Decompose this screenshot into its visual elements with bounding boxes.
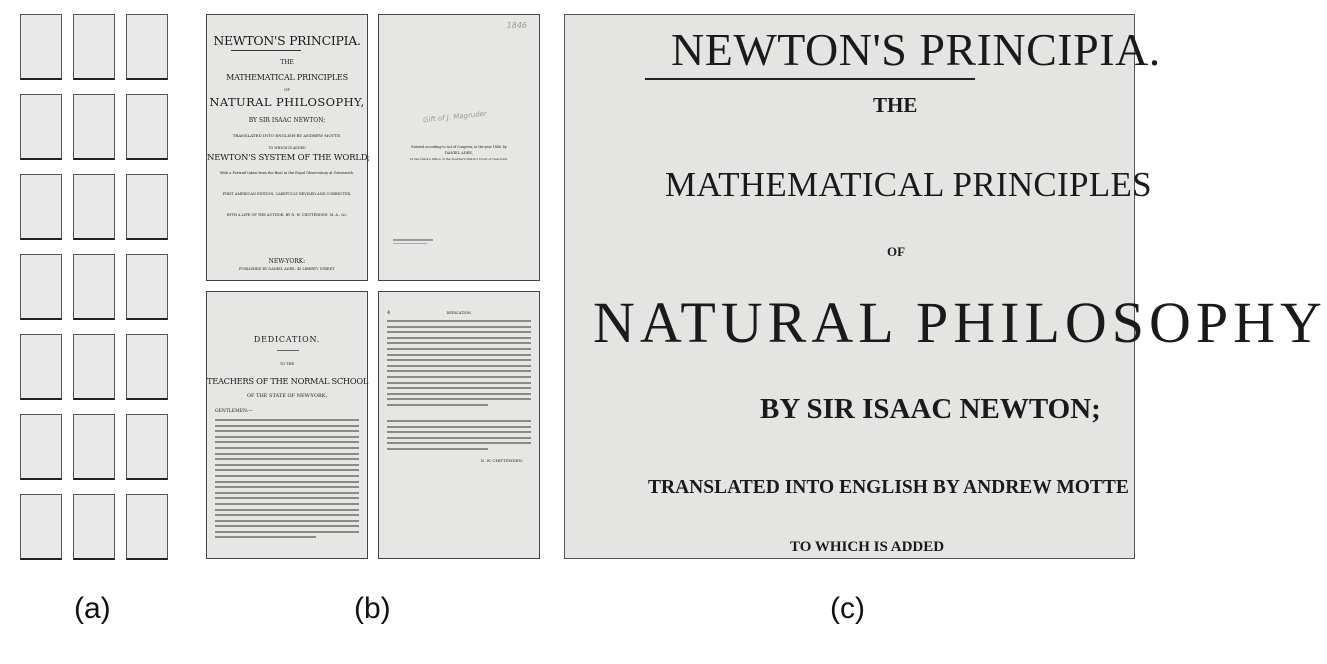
zoom-of: OF — [887, 244, 906, 259]
title-page-line2: NATURAL PHILOSOPHY, — [209, 95, 365, 109]
dedication-body-text — [215, 419, 359, 542]
text-line — [215, 503, 359, 505]
text-line — [215, 481, 359, 483]
page-thumbnail — [126, 14, 168, 80]
copyright-office: In the Clerk's Office of the Southern District Court of New-York. — [410, 157, 508, 161]
zoom-by: BY SIR ISAAC NEWTON; — [760, 393, 1101, 425]
text-line — [215, 419, 359, 421]
title-page-by: BY SIR ISAAC NEWTON; — [248, 117, 326, 124]
dedication-teachers: TEACHERS OF THE NORMAL SCHOOL — [207, 376, 369, 386]
title-page-of: OF — [283, 87, 291, 92]
page-thumbnail — [20, 254, 62, 320]
title-page-edition: FIRST AMERICAN EDITION, CAREFULLY REVISED AND CORRECTED, — [222, 192, 352, 196]
text-line — [387, 326, 531, 328]
zoom-the: THE — [873, 93, 918, 117]
zoom-added: TO WHICH IS ADDED — [790, 539, 945, 555]
zoom-line1: MATHEMATICAL PRINCIPLES — [665, 165, 1152, 204]
page-thumbnail — [126, 174, 168, 240]
page-thumbnail — [20, 494, 62, 560]
text-line — [387, 359, 531, 361]
page-thumbnail — [73, 254, 115, 320]
dedication-signature: N. W. CHITTENDEN. — [480, 458, 523, 463]
running-head: DEDICATION. — [446, 311, 472, 315]
text-line — [387, 426, 531, 428]
title-page-the: THE — [280, 59, 294, 66]
page-number: 4 — [387, 310, 391, 316]
text-line — [387, 431, 531, 433]
text-line — [215, 453, 359, 455]
title-underline — [231, 50, 301, 51]
text-line — [215, 531, 359, 533]
page-thumbnail — [73, 14, 115, 80]
text-line — [387, 331, 531, 333]
copyright-name: DANIEL ADEE, — [444, 151, 474, 155]
printer-mark — [393, 239, 433, 241]
zoom-title-underline — [645, 78, 975, 80]
title-page-translated: TRANSLATED INTO ENGLISH BY ANDREW MOTTE. — [232, 133, 342, 138]
text-line — [215, 425, 359, 427]
dedication-heading: DEDICATION. — [253, 335, 321, 344]
text-line — [387, 393, 531, 395]
text-line — [215, 525, 359, 527]
dedication-rule — [277, 350, 299, 351]
zoom-title: NEWTON'S PRINCIPIA. — [671, 24, 1161, 75]
continued-body-text — [387, 320, 531, 410]
text-line — [387, 354, 531, 356]
text-line — [387, 337, 531, 339]
page-thumbnail — [126, 254, 168, 320]
page-thumbnail — [73, 334, 115, 400]
dedication-page — [206, 291, 368, 559]
page-thumbnail — [126, 94, 168, 160]
text-line — [215, 514, 359, 516]
zoom-translated: TRANSLATED INTO ENGLISH BY ANDREW MOTTE — [648, 477, 1129, 498]
title-page-line1: MATHEMATICAL PRINCIPLES — [226, 73, 348, 82]
panel-label-b: (b) — [354, 592, 391, 625]
text-line — [215, 520, 359, 522]
title-page-title: NEWTON'S PRINCIPIA. — [213, 33, 361, 48]
text-line — [387, 348, 531, 350]
continued-page — [378, 291, 540, 559]
text-line — [215, 492, 359, 494]
page-thumbnail — [126, 334, 168, 400]
dedication-state: OF THE STATE OF NEW-YORK. — [246, 393, 328, 399]
zoomed-title-crop — [564, 14, 1327, 559]
text-line — [215, 441, 359, 443]
page-thumbnail — [20, 94, 62, 160]
text-line — [215, 458, 359, 460]
page-thumbnail — [73, 414, 115, 480]
page-thumbnail — [20, 334, 62, 400]
page-thumbnail — [20, 14, 62, 80]
copyright-entered: Entered according to Act of Congress, in the year 1846, by — [411, 145, 507, 149]
page-thumbnail — [73, 494, 115, 560]
handwritten-note: 1846 — [506, 21, 527, 30]
panel-label-a: (a) — [74, 592, 111, 625]
text-line — [387, 320, 531, 322]
text-line — [215, 536, 316, 538]
text-line — [387, 387, 531, 389]
text-line — [387, 370, 531, 372]
text-line — [215, 469, 359, 471]
text-line — [215, 464, 359, 466]
page-thumbnail — [20, 174, 62, 240]
text-line — [215, 509, 359, 511]
text-line — [215, 486, 359, 488]
title-page-added: TO WHICH IS ADDED — [268, 146, 306, 150]
text-line — [387, 442, 531, 444]
text-line — [215, 436, 359, 438]
title-page-chittenden: WITH A LIFE OF THE AUTHOR, BY N. W. CHITTENDEN, M. A., &c. — [226, 213, 348, 217]
verso-page — [378, 14, 540, 281]
panel-label-c: (c) — [830, 592, 865, 625]
page-thumbnail — [126, 414, 168, 480]
title-page-life: With a Portrait taken from the Bust in the Royal Observatory at Greenwich. — [219, 171, 355, 175]
dedication-to: TO THE — [279, 362, 295, 366]
text-line — [215, 430, 359, 432]
thumbnail-grid — [20, 14, 172, 560]
text-line — [387, 437, 531, 439]
printer-mark-2 — [393, 243, 427, 244]
text-line — [387, 398, 531, 400]
title-page-system: NEWTON'S SYSTEM OF THE WORLD; — [207, 153, 371, 163]
title-page — [206, 14, 371, 281]
text-line — [387, 365, 531, 367]
text-line — [387, 342, 531, 344]
zoom-line2: NATURAL PHILOSOPHY — [593, 290, 1327, 355]
page-thumbnail — [126, 494, 168, 560]
continued-body-text-2 — [387, 420, 531, 454]
text-line — [387, 376, 531, 378]
title-page-city: NEW-YORK: — [268, 258, 306, 265]
text-line — [215, 497, 359, 499]
text-line — [215, 475, 359, 477]
text-line — [387, 448, 488, 450]
dedication-salutation: GENTLEMEN:— — [215, 409, 253, 414]
page-thumbnail — [73, 174, 115, 240]
text-line — [387, 404, 488, 406]
text-line — [215, 447, 359, 449]
handwritten-gift: Gift of J. Magruder — [422, 109, 488, 125]
text-line — [387, 382, 531, 384]
title-page-publisher: PUBLISHED BY DANIEL ADEE, 45 LIBERTY STREET. — [239, 267, 335, 271]
text-line — [387, 420, 531, 422]
page-thumbnail — [73, 94, 115, 160]
page-thumbnail — [20, 414, 62, 480]
